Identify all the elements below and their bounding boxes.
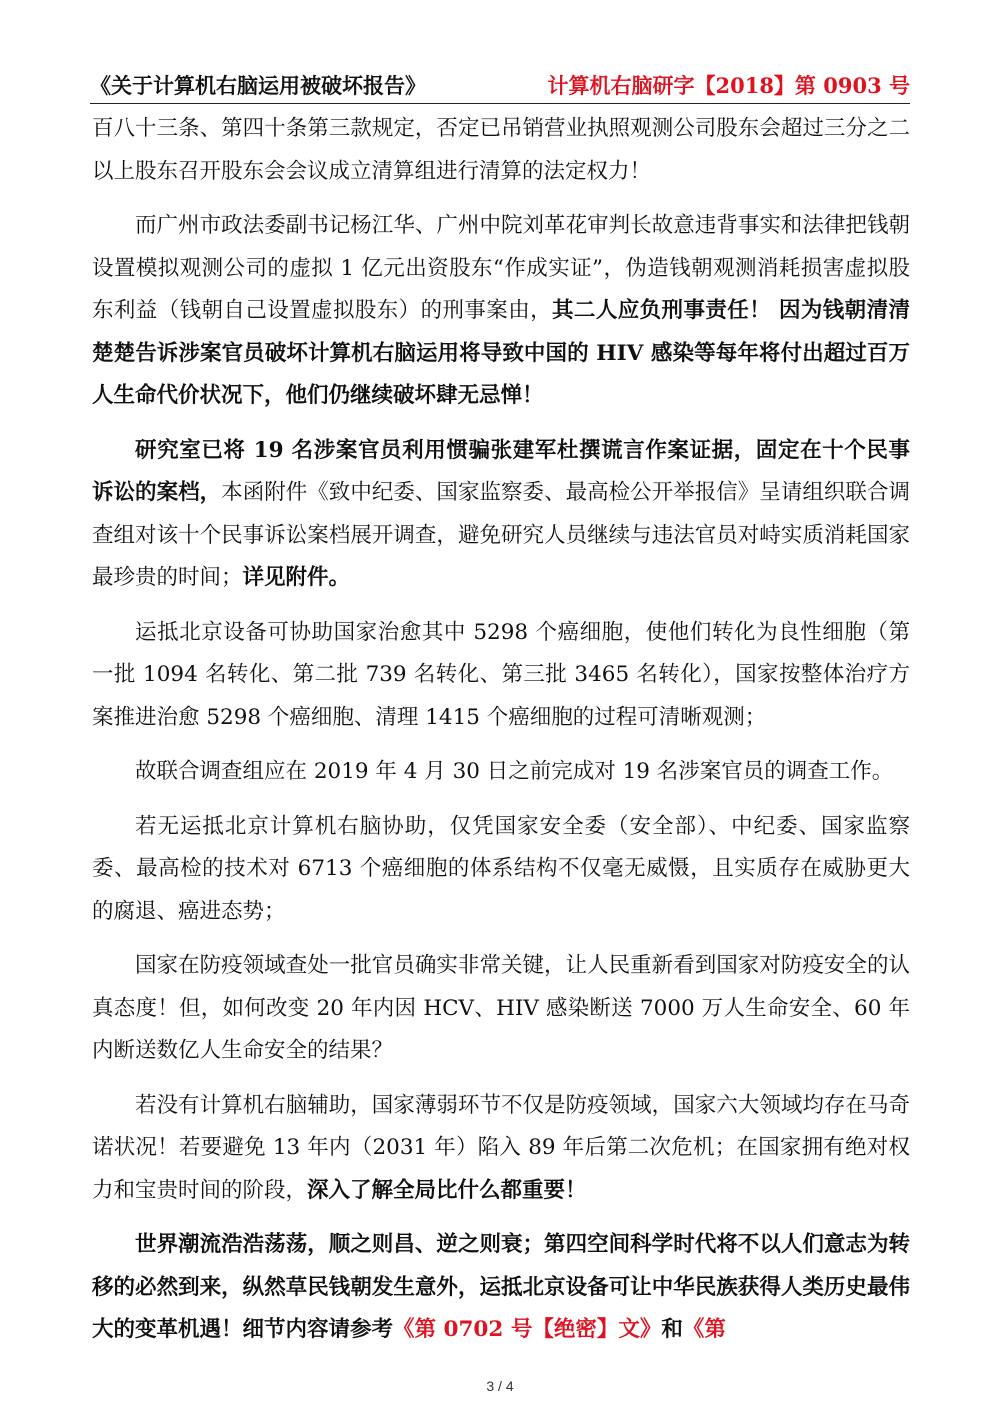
- paragraph-2-bold: 其二人应负刑事责任！ 因为钱朝清清楚楚告诉涉案官员破坏计算机右脑运用将导致中国的 HIV 感染等每年将付出超过百万人生命代价状况下，他们仍继续破坏肆无忌惮！: [92, 298, 910, 408]
- paragraph-7: [92, 945, 910, 1073]
- paragraph-1-text: 百八十三条、第四十条第三款规定，否定已吊销营业执照观测公司股东会超过三分之二以上股东召开股东会会议成立清算组进行清算的法定权力！: [92, 116, 910, 184]
- paragraph-8-text: 若没有计算机右脑辅助，国家薄弱环节不仅是防疫领域，国家六大领域均存在马奇诺状况！若要避免 13 年内（2031 年）陷入 89 年后第二次危机；在国家拥有绝对权力和宝贵时间的阶段，: [92, 1092, 910, 1203]
- document-body: [92, 108, 910, 1352]
- paragraph-1: [92, 108, 910, 193]
- paragraph-5-text: 故联合调查组应在 2019 年 4 月 30 日之前完成对 19 名涉案官员的调查工作。: [135, 759, 894, 784]
- reference-document-next: 《第: [682, 1317, 726, 1342]
- paragraph-6: [92, 806, 910, 934]
- paragraph-3-text: 本函附件《致中纪委、国家监察委、最高检公开举报信》呈请组织联合调查组对该十个民事诉讼案档展开调查，避免研究人员继续与违法官员对峙实质消耗国家最珍贵的时间；: [92, 480, 910, 590]
- reference-document-0702: 《第 0702 号【绝密】文》: [393, 1317, 662, 1342]
- page-number: 3 / 4: [486, 1378, 514, 1394]
- paragraph-3-bold: 研究室已将 19 名涉案官员利用惯骗张建军杜撰谎言作案证据，固定在十个民事诉讼的案档，: [92, 437, 910, 505]
- paragraph-6-text: 若无运抵北京计算机右脑协助，仅凭国家安全委（安全部）、中纪委、国家监察委、最高检的技术对 6713 个癌细胞的体系结构不仅毫无威慑，且实质存在威胁更大的腐退、癌进态势；: [92, 813, 910, 924]
- paragraph-9-bold: 世界潮流浩浩荡荡，顺之则昌、逆之则衰；第四空间科学时代将不以人们意志为转移的必然到来，纵然草民钱朝发生意外，运抵北京设备可让中华民族获得人类历史最伟大的变革机遇！细节内容请参考: [92, 1232, 910, 1342]
- header-divider: [90, 103, 910, 104]
- paragraph-3: [92, 430, 910, 600]
- paragraph-8-bold: 深入了解全局比什么都重要！: [307, 1177, 587, 1203]
- paragraph-4-text: 运抵北京设备可协助国家治愈其中 5298 个癌细胞，使他们转化为良性细胞（第一批 1094 名转化、第二批 739 名转化、第三批 3465 名转化），国家按整体治疗方案推进治愈 5298 个癌细胞、清理 1415 个癌细胞的过程可清晰观测；: [92, 619, 910, 730]
- paragraph-5: [92, 751, 910, 794]
- page-header: [90, 70, 910, 100]
- paragraph-9-and: 和: [661, 1317, 683, 1342]
- paragraph-4: [92, 612, 910, 740]
- paragraph-2-text: 而广州市政法委副书记杨江华、广州中院刘革花审判长故意违背事实和法律把钱朝设置模拟观测公司的虚拟 1 亿元出资股东“作成实证”，伪造钱朝观测消耗损害虚拟股东利益（钱朝自己设置虚拟股东）的刑事案由，: [92, 213, 910, 323]
- paragraph-3-bold-end: 详见附件。: [242, 565, 351, 590]
- paragraph-2: [92, 205, 910, 418]
- paragraph-7-text: 国家在防疫领域查处一批官员确实非常关键，让人民重新看到国家对防疫安全的认真态度！但，如何改变 20 年内因 HCV、HIV 感染断送 7000 万人生命安全、60 年内断送数亿人生命安全的结果？: [92, 953, 910, 1063]
- document-number: 计算机右脑研字【2018】第 0903 号: [547, 73, 910, 98]
- paragraph-8: [92, 1085, 910, 1213]
- document-title: 《关于计算机右脑运用被破坏报告》: [90, 73, 426, 98]
- paragraph-9: [92, 1224, 910, 1352]
